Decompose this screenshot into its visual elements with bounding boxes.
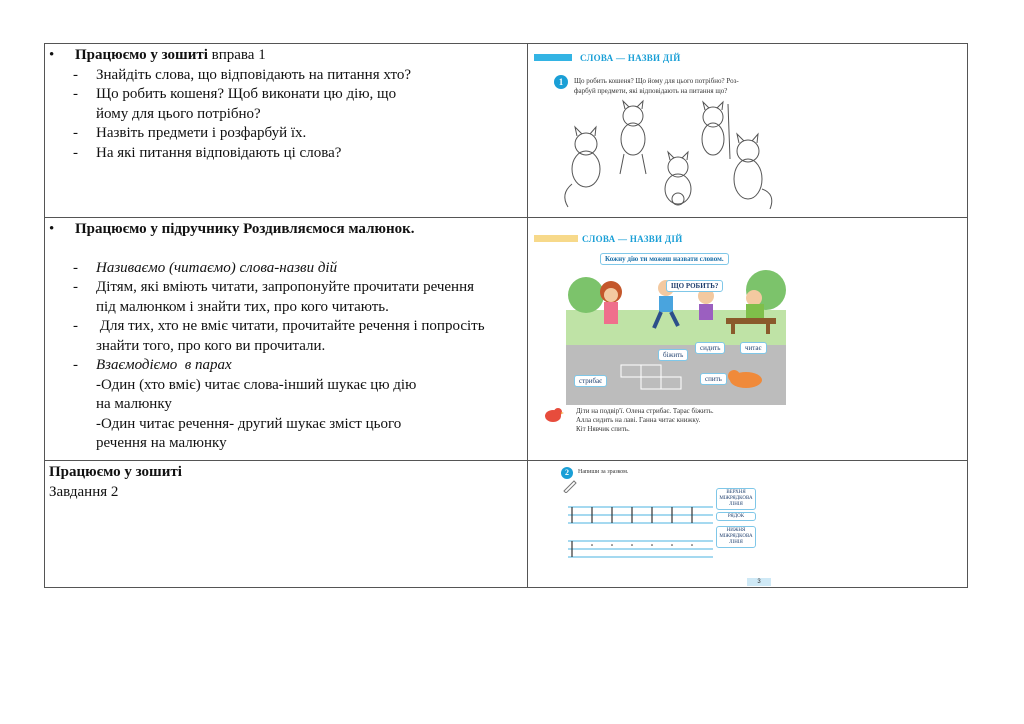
action-tag: біжить <box>658 349 688 361</box>
row3-heading-bold: Працюємо у зошиті <box>49 464 182 480</box>
row1-item: Що робить кошеня? Щоб виконати цю дію, що <box>96 86 397 102</box>
row1-item: Назвіть предмети і розфарбуй їх. <box>96 125 307 141</box>
textbook-title: СЛОВА — НАЗВИ ДІЙ <box>582 234 683 244</box>
row2-item: Дітям, які вміють читати, запропонуйте прочитати речення <box>96 279 475 295</box>
cat-drawing <box>565 127 600 207</box>
row1-heading-bold: Працюємо у зошиті <box>75 47 208 63</box>
row2-item: Називаємо (читаємо) слова-назви дій <box>96 259 338 276</box>
row2-item: знайти того, про кого ви прочитали. <box>96 337 326 354</box>
action-tag: читає <box>740 342 767 354</box>
row2-item: Взаємодіємо в парах <box>96 357 232 373</box>
row2-item: -Один (хто вміє) читає слова-інший шукає цю дію <box>96 376 417 393</box>
row2-heading-bold: Працюємо у підручнику Роздивляємося малюнок. <box>75 221 415 237</box>
row3-picture-cell <box>528 461 968 588</box>
cat-drawing <box>620 101 646 174</box>
row2-text-cell: • Працюємо у підручнику Роздивляємося малюнок. - Називаємо (читаємо) слова-назви дій - Дітям, які вміють читати, запропонуйте прочитати речення під малюнком і знайти тих, про кого читають. - Для тих, хто не вміє читати, прочитайте речення і попросіть знайти того, про кого ви прочитали. - Взаємодіємо в парах -Один (хто вміє) читає слова-інший шукає цю дію на малюнку -Один читає речення- другий шукає зміст цього речення на малюнку <box>45 218 528 461</box>
title-bar <box>534 54 572 61</box>
task-text-line2: фарбуй предмети, які відповідають на питання що? <box>574 87 728 95</box>
task-number-badge: 2 <box>561 467 573 479</box>
row1-text-cell: • Працюємо у зошиті вправа 1 - Знайдіть слова, що відповідають на питання хто? - Що робить кошеня? Щоб виконати цю дію, що йому для цього потрібно? - Назвіть предмети і розфарбуй їх. - На які питання відповідають ці слова? <box>45 44 528 218</box>
row1-item: йому для цього потрібно? <box>96 105 261 122</box>
task-text-line1: Що робить кошеня? Що йому для цього потрібно? Роз- <box>574 77 739 85</box>
row2-item: речення на малюнку <box>96 435 227 451</box>
workbook-title: СЛОВА — НАЗВИ ДІЙ <box>580 53 681 63</box>
cats-coloring-illustration <box>558 99 778 214</box>
row3-text-cell <box>45 461 528 588</box>
cat-drawing <box>665 152 691 205</box>
row1-picture-cell <box>528 44 968 218</box>
pen-hand-icon <box>562 479 578 493</box>
row1-item: Знайдіть слова, що відповідають на питання хто? <box>96 66 411 83</box>
lower-line-label: НИЖНЯ МІЖРЯДКОВА ЛІНІЯ <box>716 526 756 548</box>
row1-heading-rest: вправа 1 <box>207 47 266 63</box>
page-number: 3 <box>747 578 771 586</box>
girl-sitting <box>698 288 714 320</box>
row2-item: Для тих, хто не вміє читати, прочитайте речення і попросіть <box>96 318 485 334</box>
caption-line3: Кіт Нявчик спить. <box>576 425 630 433</box>
caption-line1: Діти на подвір'ї. Олена стрибає. Тарас біжить. <box>576 407 714 415</box>
question-bubble: ЩО РОБИТЬ? <box>666 280 723 292</box>
row2-item: -Один читає речення- другий шукає зміст цього <box>96 415 402 432</box>
table-row <box>45 44 968 218</box>
cat-drawing <box>702 102 730 159</box>
row2-picture-cell <box>528 218 968 461</box>
task-text: Напиши за зразком. <box>578 469 629 475</box>
action-tag: сидить <box>695 342 725 354</box>
table-row <box>45 218 968 461</box>
row2-item: на малюнку <box>96 396 172 412</box>
writing-lines-exercise <box>568 501 718 561</box>
cat-drawing <box>734 134 772 209</box>
row1-item: На які питання відповідають ці слова? <box>96 144 342 161</box>
action-tag: спить <box>700 373 727 385</box>
caption-line2: Алла сидить на лаві. Ганна читає книжку. <box>576 416 701 424</box>
action-tag: стрибає <box>574 375 607 387</box>
row3-task-label: Завдання 2 <box>49 483 119 500</box>
task-number-badge: 1 <box>554 75 568 89</box>
row-label: РЯДОК <box>716 512 756 521</box>
bird-icon <box>542 406 564 424</box>
upper-line-label: ВЕРХНЯ МІЖРЯДКОВА ЛІНІЯ <box>716 488 756 510</box>
table-row <box>45 461 968 588</box>
subtitle-box: Кожну дію ти можеш назвати словом. <box>600 253 729 265</box>
lesson-plan-table <box>44 43 968 588</box>
row2-item: під малюнком і знайти тих, про кого читають. <box>96 298 389 315</box>
title-bar <box>534 235 578 242</box>
